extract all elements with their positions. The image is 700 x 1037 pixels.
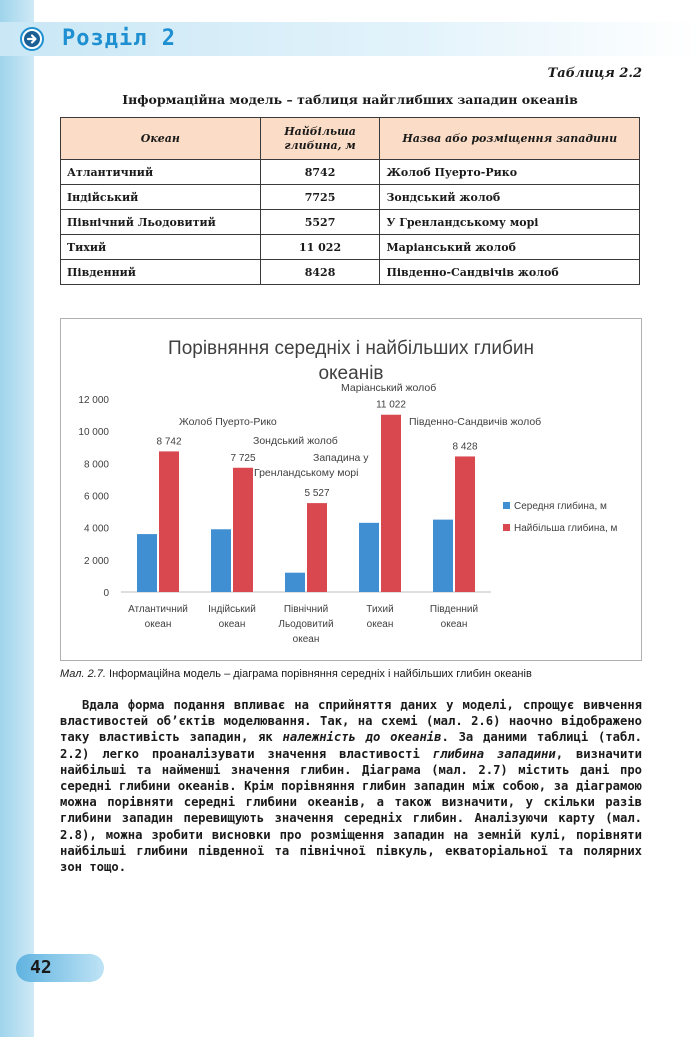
caption-number: Мал. 2.7.	[60, 668, 106, 680]
chart-title: Порівняння середніх і найбільших глибин	[168, 338, 534, 359]
y-tick-label: 12 000	[78, 395, 109, 406]
y-tick-label: 2 000	[83, 555, 109, 567]
page-number: 42	[30, 957, 52, 978]
y-tick-label: 8 000	[83, 459, 109, 471]
depth-chart	[60, 318, 642, 661]
cell-trench: Зондський жолоб	[380, 185, 640, 210]
table-title: Інформаційна модель – таблиця найглибших западин океанів	[122, 92, 578, 107]
cell-depth: 8742	[260, 160, 380, 185]
bar-average-depth	[137, 534, 157, 592]
x-category-label: Льодовитий	[278, 619, 334, 630]
cell-ocean: Південний	[61, 260, 261, 285]
body-text-part: . За даними таблиці (табл. 2.2) легко проаналізувати значення властивості	[60, 730, 642, 761]
legend-swatch	[503, 502, 510, 509]
y-tick-label: 10 000	[78, 427, 109, 439]
cell-depth: 7725	[260, 185, 380, 210]
chart-annotation: Маріанський жолоб	[341, 382, 437, 394]
cell-trench: У Гренландському морі	[380, 210, 640, 235]
cell-trench: Жолоб Пуерто-Рико	[380, 160, 640, 185]
x-category-label: океан	[218, 619, 246, 630]
data-value-label: 11 022	[376, 399, 406, 411]
bar-max-depth	[233, 468, 253, 592]
col-header-trench: Назва або розміщення западини	[380, 118, 640, 160]
bar-max-depth	[455, 456, 475, 592]
figure-caption	[60, 668, 660, 680]
body-paragraph	[60, 697, 642, 875]
x-category-label: океан	[440, 619, 468, 630]
cell-ocean: Атлантичний	[61, 160, 261, 185]
table-row	[61, 185, 640, 210]
chart-annotation: Жолоб Пуерто-Рико	[179, 416, 277, 428]
bar-average-depth	[359, 523, 379, 592]
x-category-label: океан	[366, 619, 394, 630]
data-value-label: 5 527	[304, 488, 330, 500]
arrow-right-icon	[20, 27, 44, 51]
x-category-label: Південний	[429, 604, 479, 615]
table-header-row	[61, 118, 640, 160]
col-header-ocean: Океан	[61, 118, 261, 160]
body-text-part: Вдала форма подання впливає на сприйняття даних у моделі, спрощує вивчення властивостей об’єктів моделювання. Так, на схемі (мал. 2.6) наочно відображено таку властивість западин, як	[60, 698, 642, 745]
cell-trench: Маріанський жолоб	[380, 235, 640, 260]
data-value-label: 8 428	[452, 441, 478, 453]
chart-canvas	[61, 319, 641, 660]
trenches-table	[60, 117, 640, 285]
bar-average-depth	[433, 520, 453, 592]
bar-average-depth	[211, 529, 231, 592]
x-category-label: Атлантичний	[128, 604, 188, 615]
bar-average-depth	[285, 573, 305, 592]
cell-depth: 8428	[260, 260, 380, 285]
x-category-label: океан	[292, 634, 320, 645]
bar-max-depth	[159, 451, 179, 592]
chart-annotation-line2: Гренландському морі	[254, 467, 359, 479]
x-category-label: Індійський	[208, 604, 256, 615]
y-tick-label: 4 000	[83, 523, 109, 535]
col-header-depth: Найбільша глибина, м	[260, 118, 380, 160]
data-value-label: 8 742	[156, 436, 182, 448]
chart-title-line2: океанів	[318, 363, 384, 384]
legend-label: Найбільша глибина, м	[514, 523, 618, 534]
bar-max-depth	[381, 415, 401, 592]
x-category-label: океан	[144, 619, 172, 630]
table-row	[61, 235, 640, 260]
side-color-band	[0, 0, 34, 1037]
caption-text: Інформаційна модель – діаграма порівняння середніх і найбільших глибин океанів	[109, 668, 532, 680]
body-emphasis: належність до океанів	[282, 730, 442, 745]
y-tick-label: 6 000	[83, 491, 109, 503]
body-text-part: , визначити найбільші та найменші значення глибин. Діаграма (мал. 2.7) містить дані про середні глибини океанів. Крім порівняння глибин западин між собою, за діаграмою можна порівняти середні глибини океанів, а також визначити, у скільки разів глибини западин перевищують значення середніх глибин. Аналізуючи карту (мал. 2.8), можна зробити висновки про розміщення западин на земній кулі, порівняти найбільші глибини південної та північної півкуль, екваторіальної та полярних зон тощо.	[60, 746, 643, 875]
table-row	[61, 260, 640, 285]
cell-depth: 5527	[260, 210, 380, 235]
table-row	[61, 210, 640, 235]
legend-swatch	[503, 524, 510, 531]
legend-label: Середня глибина, м	[514, 501, 607, 512]
x-category-label: Тихий	[366, 604, 394, 615]
x-category-label: Північний	[283, 604, 329, 615]
cell-trench: Південно-Сандвічів жолоб	[380, 260, 640, 285]
table-row	[61, 160, 640, 185]
data-value-label: 7 725	[230, 452, 256, 464]
chart-annotation: Западина у	[313, 452, 369, 464]
cell-ocean: Північний Льодовитий	[61, 210, 261, 235]
chart-annotation: Південно-Сандвичів жолоб	[409, 416, 542, 428]
cell-ocean: Індійський	[61, 185, 261, 210]
chapter-title: Розділ 2	[62, 26, 176, 51]
cell-ocean: Тихий	[61, 235, 261, 260]
y-tick-label: 0	[103, 588, 109, 599]
body-emphasis: глибина западини	[432, 746, 556, 761]
cell-depth: 11 022	[260, 235, 380, 260]
chart-annotation: Зондський жолоб	[253, 435, 338, 447]
bar-max-depth	[307, 503, 327, 592]
table-label: Таблиця 2.2	[547, 66, 642, 81]
